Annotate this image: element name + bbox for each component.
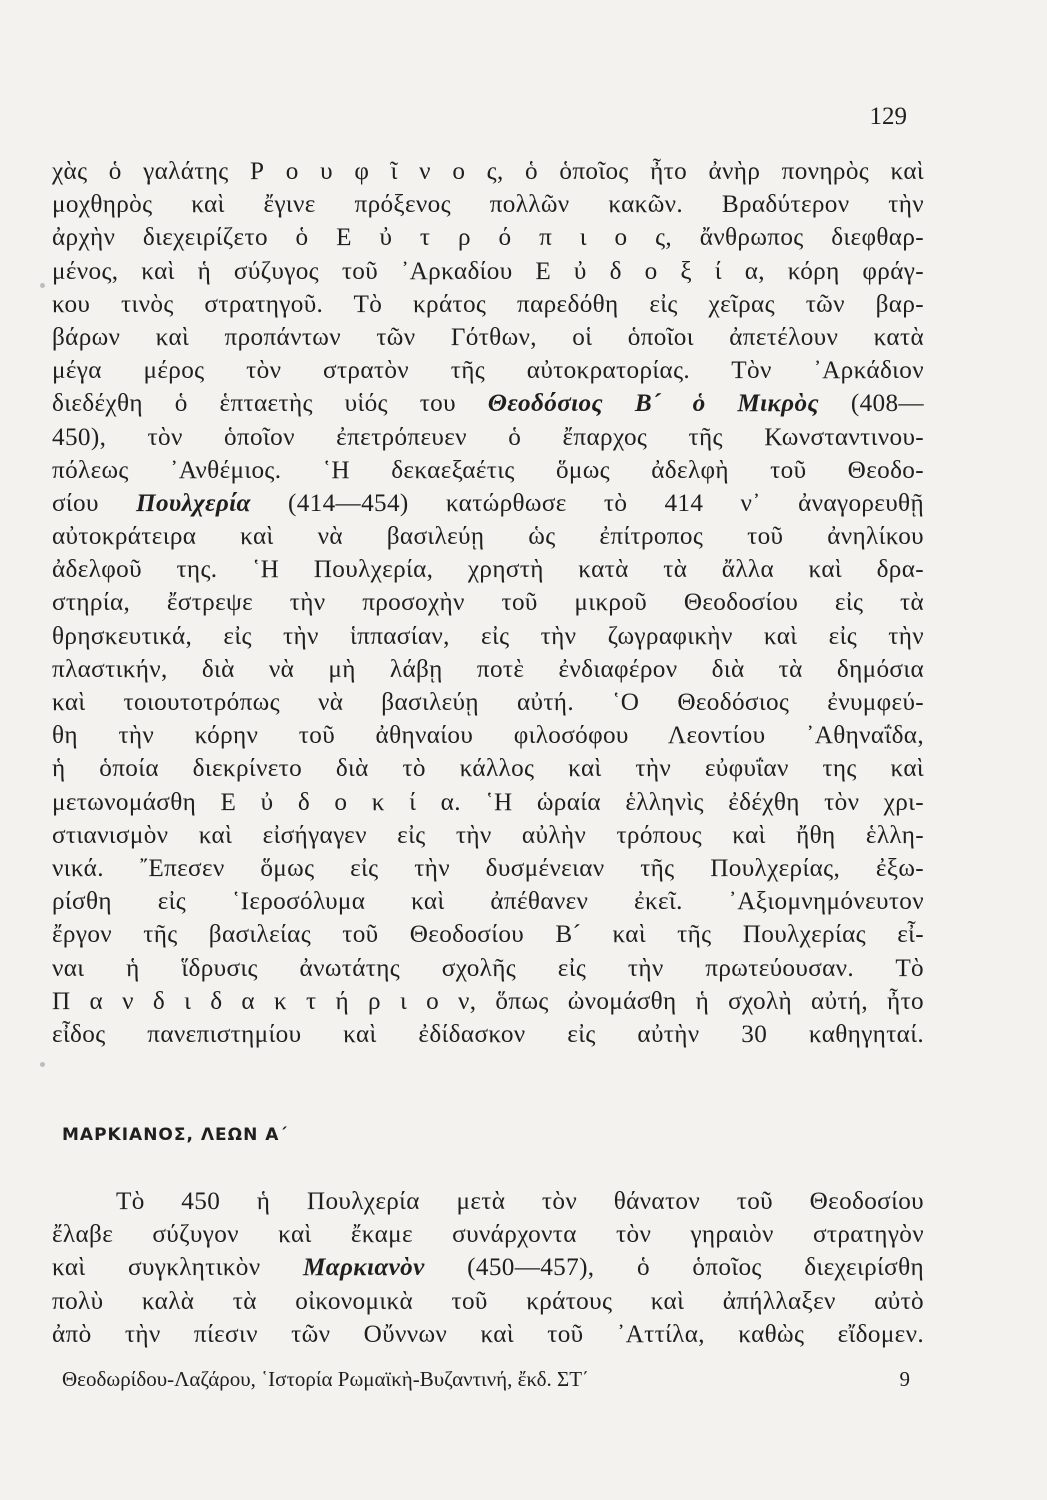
text-line: Π α ν δ ι δ α κ τ ή ρ ι ο ν, ὅπως ὠνομάσθη ἡ σχολὴ αὐτή, ἦτο	[52, 987, 924, 1015]
text-line: πόλεως ᾿Ανθέμιος. ῾Η δεκαεξαέτις ὅμως ἀδελφὴ τοῦ Θεοδο-	[52, 456, 924, 484]
text-line: ναι ἡ ἵδρυσις ἀνωτάτης σχολῆς εἰς τὴν πρωτεύουσαν. Τὸ	[52, 954, 924, 982]
text-line: στηρία, ἔστρεψε τὴν προσοχὴν τοῦ μικροῦ Θεοδοσίου εἰς τὰ	[52, 589, 924, 617]
text-line: χὰς ὁ γαλάτης Ρ ο υ φ ῖ ν ο ς, ὁ ὁποῖος ἦτο ἀνὴρ πονηρὸς καὶ	[52, 158, 924, 185]
text-line: καὶ τοιουτοτρόπως νὰ βασιλεύῃ αὐτή. ῾Ο Θεοδόσιος ἐνυμφεύ-	[52, 689, 924, 716]
footer-signature-number: 9	[899, 1367, 910, 1391]
text-line: καὶ συγκλητικὸν Μαρκιανὸν (450—457), ὁ ὁποῖος διεχειρίσθη	[52, 1254, 924, 1282]
text-line: σίου Πουλχερία (414—454) κατώρθωσε τὸ 414 ν᾿ ἀναγορευθῇ	[52, 489, 924, 517]
text-line: μένος, καὶ ἡ σύζυγος τοῦ ᾿Αρκαδίου Ε ὐ δ ο ξ ί α, κόρη φράγ-	[52, 257, 924, 285]
text-line: διεδέχθη ὁ ἑπταετὴς υἱός του Θεοδόσιος Β´ ὁ Μικρὸς (408—	[52, 390, 924, 418]
text-line: εἶδος πανεπιστημίου καὶ ἐδίδασκον εἰς αὐτὴν 30 καθηγηταί.	[52, 1020, 924, 1048]
page-footer	[62, 1367, 910, 1392]
body-paragraph-2	[52, 1185, 924, 1351]
text-line: στιανισμὸν καὶ εἰσήγαγεν εἰς τὴν αὐλὴν τρόπους καὶ ἤθη ἑλλη-	[52, 821, 924, 849]
text-line: ρίσθη εἰς ῾Ιεροσόλυμα καὶ ἀπέθανεν ἐκεῖ. ᾿Αξιομνημόνευτον	[52, 888, 924, 916]
text-line: νικά. ῎Επεσεν ὅμως εἰς τὴν δυσμένειαν τῆς Πουλχερίας, ἐξω-	[52, 854, 924, 882]
text-line: βάρων καὶ προπάντων τῶν Γότθων, οἱ ὁποῖοι ἀπετέλουν κατὰ	[52, 323, 924, 351]
text-line: θη τὴν κόρην τοῦ ἀθηναίου φιλοσόφου Λεοντίου ᾿Αθηναΐδα,	[52, 722, 924, 750]
ink-speck	[40, 1062, 45, 1067]
text-line: ἔργον τῆς βασιλείας τοῦ Θεοδοσίου Β´ καὶ τῆς Πουλχερίας εἶ-	[52, 921, 924, 949]
body-paragraph	[52, 155, 924, 1051]
page-number: 129	[869, 103, 907, 130]
text-line: ἀπὸ τὴν πίεσιν τῶν Οὔννων καὶ τοῦ ᾿Αττίλα, καθὼς εἴδομεν.	[52, 1320, 924, 1348]
text-line: μετωνομάσθη Ε ὐ δ ο κ ί α. ῾Η ὡραία ἑλληνὶς ἐδέχθη τὸν χρι-	[52, 788, 924, 816]
text-line: μοχθηρὸς καὶ ἔγινε πρόξενος πολλῶν κακῶν. Βραδύτερον τὴν	[52, 191, 924, 219]
text-line: θρησκευτικά, εἰς τὴν ἱππασίαν, εἰς τὴν ζωγραφικὴν καὶ εἰς τὴν	[52, 622, 924, 650]
footer-citation: Θεοδωρίδου-Λαζάρου, ῾Ιστορία Ρωμαϊκὴ-Βυζαντινή, ἔκδ. ΣΤ΄	[62, 1367, 590, 1391]
text-line: κου τινὸς στρατηγοῦ. Τὸ κράτος παρεδόθη εἰς χεῖρας τῶν βαρ-	[52, 290, 924, 318]
text-line: ἡ ὁποία διεκρίνετο διὰ τὸ κάλλος καὶ τὴν εὐφυΐαν της καὶ	[52, 755, 924, 783]
ink-speck	[40, 283, 45, 288]
text-line: Τὸ 450 ἡ Πουλχερία μετὰ τὸν θάνατον τοῦ Θεοδοσίου	[116, 1188, 924, 1215]
text-line: 450), τὸν ὁποῖον ἐπετρόπευεν ὁ ἔπαρχος τῆς Κωνσταντινου-	[52, 423, 924, 451]
text-line: αὐτοκράτειρα καὶ νὰ βασιλεύῃ ὡς ἐπίτροπος τοῦ ἀνηλίκου	[52, 523, 924, 551]
text-line: ἔλαβε σύζυγον καὶ ἔκαμε συνάρχοντα τὸν γηραιὸν στρατηγὸν	[52, 1221, 924, 1249]
text-line: μέγα μέρος τὸν στρατὸν τῆς αὐτοκρατορίας. Τὸν ᾿Αρκάδιον	[52, 357, 924, 385]
text-line: ἀδελφοῦ της. ῾Η Πουλχερία, χρηστὴ κατὰ τὰ ἄλλα καὶ δρα-	[52, 556, 924, 584]
text-line: πολὺ καλὰ τὰ οἰκονομικὰ τοῦ κράτους καὶ ἀπήλλαξεν αὐτὸ	[52, 1287, 924, 1315]
text-line: ἀρχὴν διεχειρίζετο ὁ Ε ὐ τ ρ ό π ι ο ς, ἄνθρωπος διεφθαρ-	[52, 224, 924, 252]
text-line: πλαστικήν, διὰ νὰ μὴ λάβῃ ποτὲ ἐνδιαφέρον διὰ τὰ δημόσια	[52, 655, 924, 683]
section-heading: ΜΑΡΚΙΑΝΟΣ, ΛΕΩΝ Α΄	[62, 1125, 288, 1145]
